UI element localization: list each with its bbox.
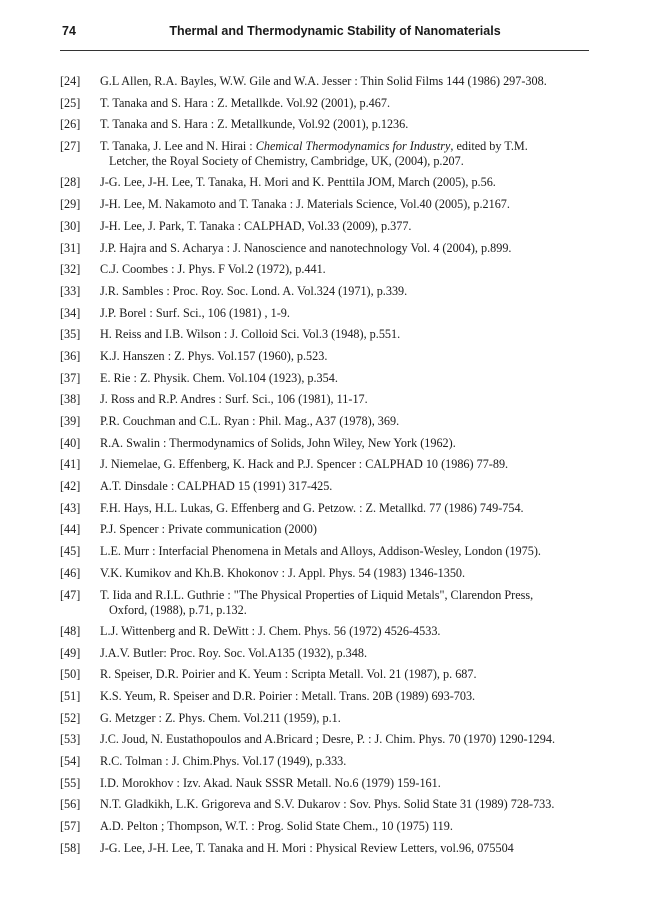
reference-item <box>60 588 588 618</box>
reference-text <box>100 74 547 88</box>
reference-number: [38] <box>60 392 81 407</box>
reference-text <box>100 457 508 471</box>
reference-item <box>60 414 588 429</box>
reference-text <box>100 139 528 153</box>
reference-number: [36] <box>60 348 81 363</box>
reference-number: [48] <box>60 623 81 638</box>
reference-item <box>60 522 588 537</box>
reference-text <box>100 392 368 406</box>
reference-number: [44] <box>60 522 81 537</box>
reference-number: [58] <box>60 840 81 855</box>
reference-item <box>60 797 588 812</box>
reference-number: [27] <box>60 139 81 154</box>
reference-text-main: K.S. Yeum, R. Speiser and D.R. Poirier : Metall. Trans. 20B (1989) 693-703. <box>100 688 476 703</box>
reference-text <box>100 544 541 558</box>
header-rule <box>60 50 589 51</box>
reference-text-main: J.A.V. Butler: Proc. Roy. Soc. Vol.A135 (1932), p.348. <box>100 645 368 660</box>
reference-text-main: L.E. Murr : Interfacial Phenomena in Metals and Alloys, Addison-Wesley, London (1975). <box>100 544 541 559</box>
reference-book-title: Chemical Thermodynamics for Industry <box>255 139 451 154</box>
reference-text <box>100 197 510 211</box>
reference-number: [28] <box>60 175 81 190</box>
reference-item <box>60 371 588 386</box>
reference-number: [47] <box>60 587 81 602</box>
reference-text <box>100 732 555 746</box>
reference-text <box>100 175 496 189</box>
reference-item <box>60 667 588 682</box>
reference-number: [53] <box>60 732 81 747</box>
reference-item <box>60 732 588 747</box>
reference-text-main: H. Reiss and I.B. Wilson : J. Colloid Sci. Vol.3 (1948), p.551. <box>100 327 401 342</box>
reference-text-main: J.P. Hajra and S. Acharya : J. Nanoscience and nanotechnology Vol. 4 (2004), p.899. <box>100 240 512 255</box>
reference-text <box>100 414 399 428</box>
reference-item <box>60 96 588 111</box>
reference-text-authors: T. Tanaka, J. Lee and N. Hirai : <box>100 139 256 154</box>
reference-number: [46] <box>60 565 81 580</box>
reference-number: [45] <box>60 544 81 559</box>
reference-item <box>60 776 588 791</box>
reference-item <box>60 501 588 516</box>
reference-text-main: C.J. Coombes : J. Phys. F Vol.2 (1972), p.441. <box>100 262 326 277</box>
reference-item <box>60 436 588 451</box>
reference-text-main: P.J. Spencer : Private communication (2000) <box>100 522 317 537</box>
reference-number: [37] <box>60 370 81 385</box>
reference-text <box>100 117 408 131</box>
reference-number: [40] <box>60 435 81 450</box>
reference-text-main: J.R. Sambles : Proc. Roy. Soc. Lond. A. Vol.324 (1971), p.339. <box>100 283 408 298</box>
reference-number: [25] <box>60 95 81 110</box>
reference-number: [29] <box>60 197 81 212</box>
reference-text-main: V.K. Kumikov and Kh.B. Khokonov : J. Appl. Phys. 54 (1983) 1346-1350. <box>100 565 466 580</box>
reference-text <box>100 436 456 450</box>
reference-text-main: J-G. Lee, J-H. Lee, T. Tanaka and H. Mori : Physical Review Letters, vol.96, 075504 <box>100 840 514 855</box>
reference-text <box>100 479 332 493</box>
reference-item <box>60 566 588 581</box>
reference-number: [56] <box>60 797 81 812</box>
reference-text <box>100 306 290 320</box>
reference-text-main: J.P. Borel : Surf. Sci., 106 (1981) , 1-9. <box>100 305 290 320</box>
reference-item <box>60 457 588 472</box>
reference-text <box>100 667 477 681</box>
reference-text <box>100 754 346 768</box>
reference-item <box>60 306 588 321</box>
reference-number: [33] <box>60 283 81 298</box>
reference-number: [54] <box>60 754 81 769</box>
reference-text <box>100 624 440 638</box>
reference-item <box>60 219 588 234</box>
reference-number: [24] <box>60 74 81 88</box>
reference-number: [34] <box>60 305 81 320</box>
reference-item <box>60 262 588 277</box>
reference-number: [51] <box>60 688 81 703</box>
reference-text <box>100 566 465 580</box>
reference-text <box>100 327 400 341</box>
reference-text-main: K.J. Hanszen : Z. Phys. Vol.157 (1960), p.523. <box>100 348 328 363</box>
reference-text <box>100 711 341 725</box>
reference-text <box>100 219 411 233</box>
reference-number: [26] <box>60 117 81 132</box>
reference-number: [55] <box>60 775 81 790</box>
reference-number: [32] <box>60 262 81 277</box>
reference-item <box>60 139 588 169</box>
reference-text-main: A.T. Dinsdale : CALPHAD 15 (1991) 317-425. <box>100 479 333 494</box>
reference-text <box>100 262 326 276</box>
reference-text-main: N.T. Gladkikh, L.K. Grigoreva and S.V. Dukarov : Sov. Phys. Solid State 31 (1989) 728-733. <box>100 797 555 812</box>
reference-text-main: R. Speiser, D.R. Poirier and K. Yeum : Scripta Metall. Vol. 21 (1987), p. 687. <box>100 667 477 682</box>
reference-number: [31] <box>60 240 81 255</box>
reference-number: [35] <box>60 327 81 342</box>
reference-item <box>60 117 588 132</box>
reference-number: [30] <box>60 218 81 233</box>
reference-item <box>60 624 588 639</box>
reference-number: [50] <box>60 667 81 682</box>
reference-item <box>60 711 588 726</box>
reference-text-main: R.A. Swalin : Thermodynamics of Solids, John Wiley, New York (1962). <box>100 435 456 450</box>
reference-text <box>100 96 390 110</box>
reference-text-main: J. Ross and R.P. Andres : Surf. Sci., 106 (1981), 11-17. <box>100 392 368 407</box>
reference-text <box>100 349 327 363</box>
reference-text <box>100 371 338 385</box>
reference-text <box>100 776 441 790</box>
reference-text <box>100 689 475 703</box>
reference-text-continuation: Letcher, the Royal Society of Chemistry, Cambridge, UK, (2004), p.207. <box>109 154 464 169</box>
reference-number: [42] <box>60 479 81 494</box>
reference-text-main: J-H. Lee, J. Park, T. Tanaka : CALPHAD, Vol.33 (2009), p.377. <box>100 218 412 233</box>
reference-text <box>100 797 554 811</box>
reference-text <box>100 646 367 660</box>
reference-text-main: F.H. Hays, H.L. Lukas, G. Effenberg and G. Petzow. : Z. Metallkd. 77 (1986) 749-754. <box>100 500 524 515</box>
reference-item <box>60 544 588 559</box>
reference-item <box>60 327 588 342</box>
reference-text-main: I.D. Morokhov : Izv. Akad. Nauk SSSR Metall. No.6 (1979) 159-161. <box>100 775 441 790</box>
reference-text-continuation: Oxford, (1988), p.71, p.132. <box>109 602 247 617</box>
reference-list <box>60 74 588 862</box>
reference-text <box>100 241 511 255</box>
reference-text-main: J-H. Lee, M. Nakamoto and T. Tanaka : J. Materials Science, Vol.40 (2005), p.2167. <box>100 197 510 212</box>
reference-text-main: G. Metzger : Z. Phys. Chem. Vol.211 (1959), p.1. <box>100 710 341 725</box>
reference-item <box>60 284 588 299</box>
reference-number: [39] <box>60 414 81 429</box>
reference-text-main: T. Tanaka and S. Hara : Z. Metallkunde, Vol.92 (2001), p.1236. <box>100 117 409 132</box>
reference-text-main: E. Rie : Z. Physik. Chem. Vol.104 (1923), p.354. <box>100 370 338 385</box>
page-number: 74 <box>62 24 76 38</box>
reference-item <box>60 197 588 212</box>
reference-item <box>60 689 588 704</box>
reference-item <box>60 479 588 494</box>
reference-number: [49] <box>60 645 81 660</box>
reference-text-main: T. Iida and R.I.L. Guthrie : "The Physical Properties of Liquid Metals", Clarendon Press, <box>100 587 534 602</box>
reference-item <box>60 754 588 769</box>
reference-text-main: J.C. Joud, N. Eustathopoulos and A.Bricard ; Desre, P. : J. Chim. Phys. 70 (1970) 1290-1294. <box>100 732 555 747</box>
reference-text-main: P.R. Couchman and C.L. Ryan : Phil. Mag., A37 (1978), 369. <box>100 414 400 429</box>
reference-text-editor: , edited by T.M. <box>450 139 528 154</box>
reference-item <box>60 241 588 256</box>
reference-item <box>60 392 588 407</box>
reference-text <box>100 819 453 833</box>
reference-text-main: L.J. Wittenberg and R. DeWitt : J. Chem. Phys. 56 (1972) 4526-4533. <box>100 623 441 638</box>
reference-item <box>60 349 588 364</box>
reference-item <box>60 74 588 89</box>
reference-text-main: A.D. Pelton ; Thompson, W.T. : Prog. Solid State Chem., 10 (1975) 119. <box>100 819 453 834</box>
reference-text-main: G.L Allen, R.A. Bayles, W.W. Gile and W.A. Jesser : Thin Solid Films 144 (1986) 297-308. <box>100 74 547 88</box>
reference-text-main: R.C. Tolman : J. Chim.Phys. Vol.17 (1949), p.333. <box>100 754 347 769</box>
reference-item <box>60 646 588 661</box>
reference-number: [41] <box>60 457 81 472</box>
running-title: Thermal and Thermodynamic Stability of Nanomaterials <box>169 24 501 38</box>
reference-text <box>100 284 407 298</box>
page-header <box>60 22 590 42</box>
reference-item <box>60 819 588 834</box>
reference-item <box>60 841 588 856</box>
reference-text <box>100 522 317 536</box>
reference-text-main: J. Niemelae, G. Effenberg, K. Hack and P.J. Spencer : CALPHAD 10 (1986) 77-89. <box>100 457 509 472</box>
reference-text-main: T. Tanaka and S. Hara : Z. Metallkde. Vol.92 (2001), p.467. <box>100 95 391 110</box>
reference-item <box>60 175 588 190</box>
reference-text-main: J-G. Lee, J-H. Lee, T. Tanaka, H. Mori and K. Penttila JOM, March (2005), p.56. <box>100 175 496 190</box>
reference-number: [43] <box>60 500 81 515</box>
reference-text <box>100 841 514 855</box>
reference-number: [52] <box>60 710 81 725</box>
reference-text <box>100 501 524 515</box>
reference-number: [57] <box>60 819 81 834</box>
reference-text <box>100 588 533 602</box>
